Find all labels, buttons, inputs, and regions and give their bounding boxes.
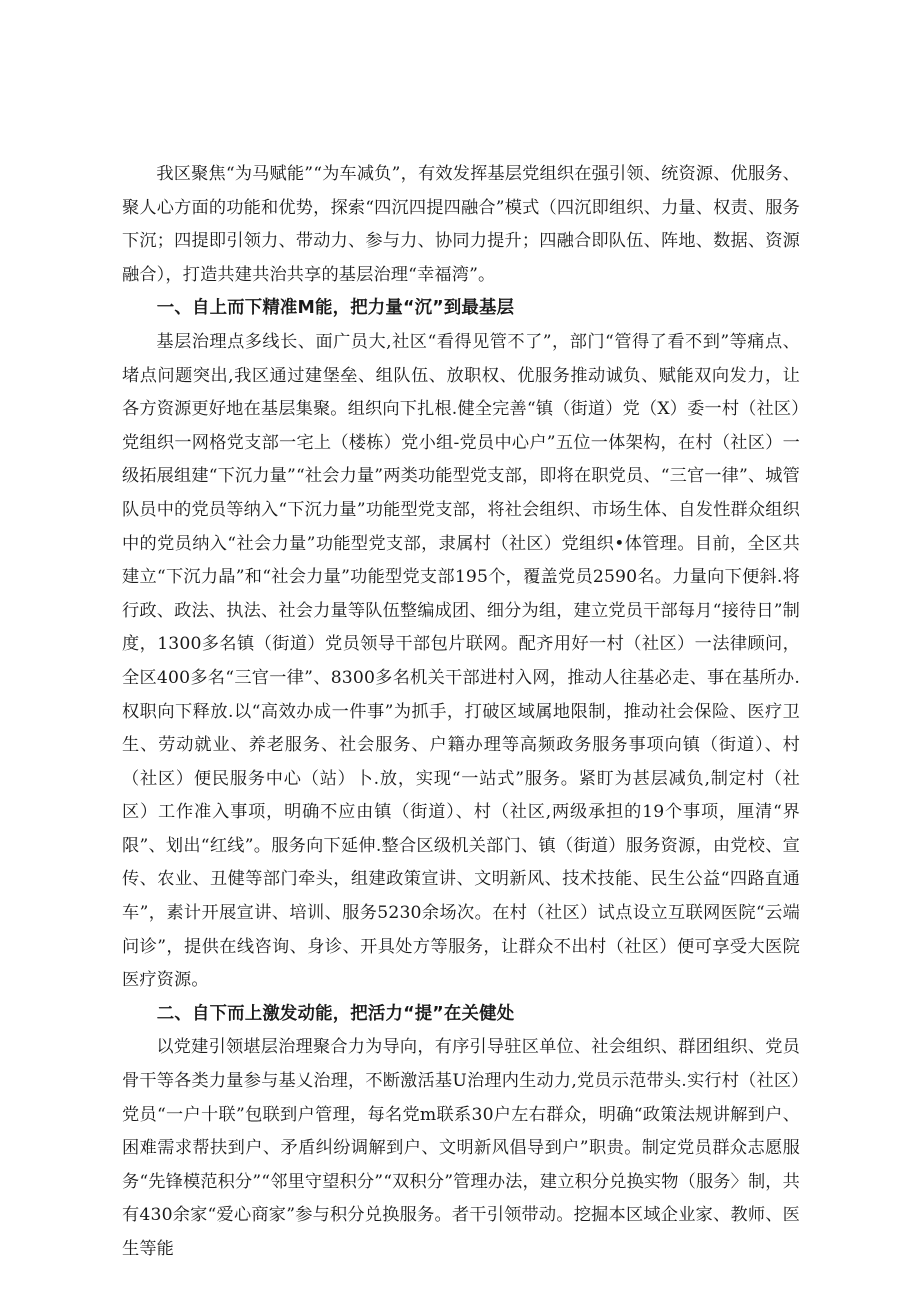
section-2-heading: 二、自下而上激发动能，把活力“提”在关健处 (156, 1003, 515, 1024)
section-1-heading: 一、自上而下精准M能，把力量“沉”到最基层 (156, 298, 515, 319)
section-2-paragraph: 以党建引领堪层治理聚合力为导向，有序引导驻区单位、社会组织、群团组织、党员骨干等各类力量参与基乂治理，不断激活基U治理内生动力,党员示范带头.实行村（社区）党员“一户十联”包联到户管理，每名党m联系30户左右群众，明确“政策法规讲解到户、困难需求帮扶到户、矛盾纠纷调解到户、文明新风倡导到户”职贵。制定党员群众志愿服务“先锋模范积分”“邻里守望积分”“双积分”管理办法，建立积分兑换实物（服务〉制，共有430余家“爱心商家”参与积分兑换服务。者干引领带动。挖掘本区域企业家、教师、医生等能 (122, 1037, 800, 1259)
document-page (122, 158, 800, 1267)
intro-paragraph: 我区聚焦“为马赋能”“为车减负”，有效发挥基层党组织在强引领、统资源、优服务、聚人心方面的功能和优势，探索“四沉四提四融合”模式（四沉即组织、力量、权责、服务下沉；四提即引领力、带动力、参与力、协同力提升；四融合即队伍、阵地、数据、资源融合），打造共建共治共享的基层治理“幸福湾”。 (122, 164, 800, 285)
section-1-paragraph: 基层治理点多线长、面广员大,社区“看得见管不了”，部门“管得了看不到”等痛点、堵点问题突出,我区通过建堡垒、组队伍、放职权、优服务推动诚负、赋能双向发力，让各方资源更好地在基层集聚。组织向下扎根.健全完善“镇（街道）党（X）委一村（社区）党组织一网格党支部一宅上（楼栋）党小组-党员中心户”五位一体架构，在村（社区）一级拓展组建“下沉力量”“社会力量”两类功能型党支部，即将在职党员、“三官一律”、城管队员中的党员等纳入“下沉力量”功能型党支部，将社会组织、市场生体、自发性群众组织中的党员纳入“社会力量”功能型党支部，隶属村（社区）党组织•体管理。目前，全区共建立“下沉力晶”和“社会力量”功能型党支部195个，覆盖党员2590名。力量向下便斜.将行政、政法、执法、社会力量等队伍整编成团、细分为组，建立党员干部每月“接待日”制度，1300多名镇（街道）党员领导干部包片联网。配齐用好一村（社区）一法律顾问，全区400多名“三官一律”、8300多名机关干部进村入网，推动人往基必走、事在基所办.权职向下释放.以“高效办成一件事”为抓手，打破区域属地限制，推动社会保险、医疗卫生、劳动就业、养老服务、社会服务、户籍办理等高频政务服务事项向镇（街道）、村（社区）便民服务中心（站）卜.放，实现“一站式”服务。紧盯为甚层减负,制定村（社区）工作准入事项，明确不应由镇（街道）、村（社区,两级承担的19个事项，厘清“界限”、划出“红线”。服务向下延伸.整合区级机关部门、镇（街道）服务资源，由党校、宣传、农业、丑健等部门牵头，组建政策宣讲、文明新风、技术技能、民生公益“四路直通车”，素计开展宣讲、培训、服务5230余场次。在村（社区）试点设立互联网医院“云端问诊”，提供在线咨询、身诊、开具处方等服务，让群众不出村（社区）便可享受大医院医疗资源。 (122, 331, 800, 991)
